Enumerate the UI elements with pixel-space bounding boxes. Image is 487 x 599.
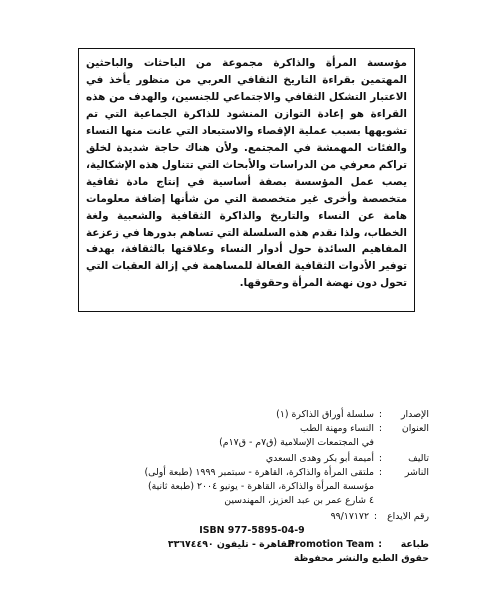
- rights-text: حقوق الطبع والنشر محفوظة: [293, 553, 429, 564]
- deposit-label: رقم الايداع: [387, 511, 429, 522]
- publisher-line2: مؤسسة المرأة والذاكرة، القاهرة - يونيو ٢٠٠٤ (طبعة ثانية): [147, 481, 374, 492]
- printing-label: طباعة: [400, 539, 429, 550]
- printing-company: Promotion Team: [288, 539, 374, 550]
- publisher-row: [144, 467, 429, 479]
- isbn-number: ISBN 977-5895-04-9: [199, 525, 305, 536]
- printing-row: [154, 539, 429, 551]
- publisher-line1: ملتقى المرأة والذاكرة، القاهرة - سبتمبر ١٩٩٩ (طبعة أولى): [144, 467, 374, 478]
- printing-phone: القاهرة - تليفون ٣٣٦٧٤٤٩٠: [167, 539, 294, 550]
- title-row: [154, 423, 429, 435]
- title-separator: :: [378, 423, 382, 434]
- title-row-continued: [154, 437, 429, 449]
- title-value-line2: في المجتمعات الإسلامية (ق٧م - ق١٧م): [219, 437, 374, 448]
- publisher-row-2: [147, 481, 429, 493]
- title-value: النساء ومهنة الطب: [300, 423, 374, 434]
- release-label: الإصدار: [401, 409, 429, 420]
- publisher-row-3: [154, 495, 429, 507]
- publisher-line3: ٤ شارع عمر بن عبد العزيز، المهندسين: [224, 495, 374, 506]
- release-separator: :: [378, 409, 382, 420]
- rights-row: [154, 553, 429, 565]
- publisher-separator: :: [378, 467, 382, 478]
- deposit-value: ٩٩/١٧١٧٢: [330, 511, 369, 522]
- author-separator: :: [378, 453, 382, 464]
- deposit-separator: :: [373, 511, 377, 522]
- release-row: [154, 409, 429, 421]
- deposit-row: [154, 511, 429, 523]
- intro-paragraph: مؤسسة المرأة والذاكرة مجموعة من الباحثات والباحثين المهتمين بقراءة التاريخ الثقافي العربي من منظور يأخذ في الاعتبار التشكل الثقافي والاجتماعي للجنسين، والهدف من هذه القراءة هو إعادة التوازن المنشود للذاكرة الجماعية التي تم تشويهها بسبب عملية الإقصاء والاستبعاد التي عانت منها النساء والفئات المهمشة في المجتمع. ولأن هناك حاجة شديدة لخلق تراكم معرفي من الدراسات والأبحاث التي تتناول هذه الإشكالية، يصب عمل المؤسسة بصفة أساسية في إنتاج مادة ثقافية متخصصة وأخرى غير متخصصة التي من شأنها إضافة معلومات هامة عن النساء والتاريخ والذاكرة الثقافية والشعبية ولغة الخطاب، ولذا نقدم هذه السلسلة التي تساهم بدورها في زعزعة المفاهيم السائدة حول أدوار النساء وعلاقتها بالثقافة، بهدف توفير الأدوات الثقافية الفعالة للمساهمة في إزالة العقبات التي تحول دون نهضة المرأة وحقوقها.: [86, 57, 407, 290]
- title-label: العنوان: [401, 423, 429, 434]
- author-value: أميمة أبو بكر وهدى السعدي: [265, 453, 374, 464]
- publisher-label: الناشر: [404, 467, 429, 478]
- release-value: سلسلة أوراق الذاكرة (١): [276, 409, 374, 420]
- printing-separator: :: [378, 539, 382, 550]
- author-label: تاليف: [408, 453, 429, 464]
- author-row: [154, 453, 429, 465]
